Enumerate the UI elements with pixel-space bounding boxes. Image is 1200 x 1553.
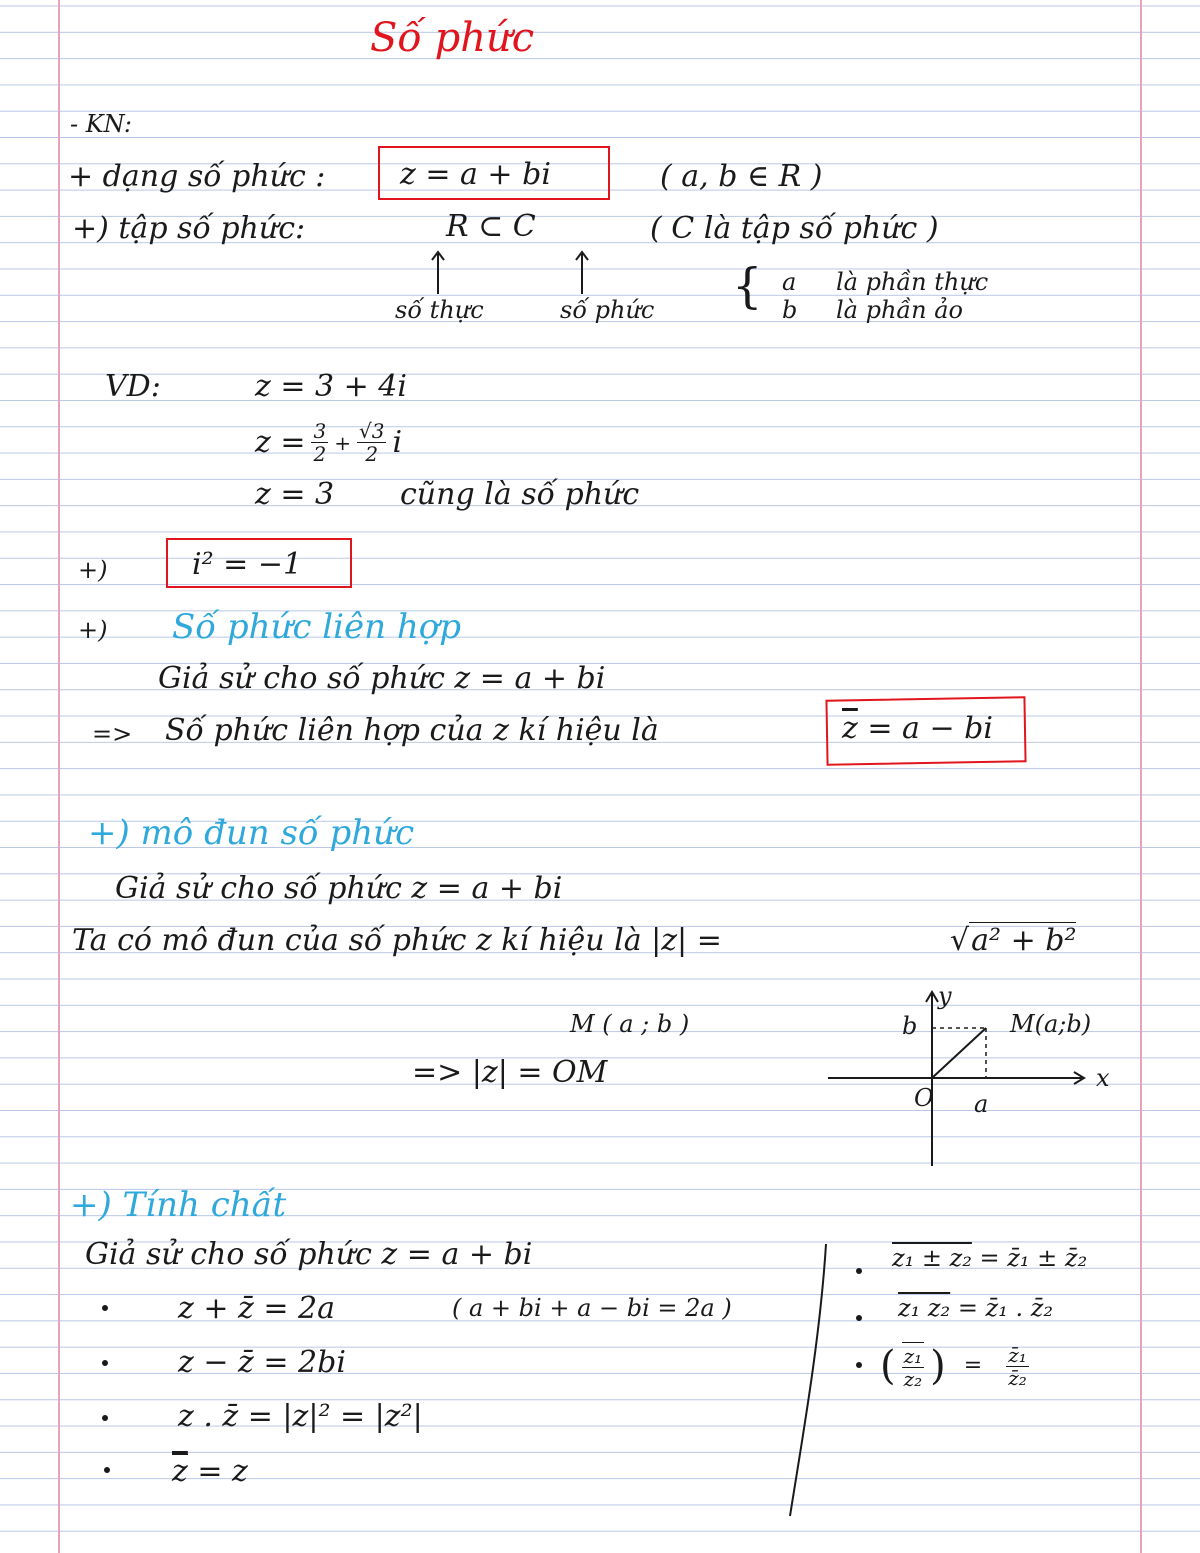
rule-3-rhs-num: z̄₁: [1008, 1342, 1027, 1367]
lien-hop-arrow: =>: [92, 720, 133, 748]
property-1: z + z̄ = 2a: [178, 1291, 336, 1326]
dang-formula: z = a + bi: [400, 157, 551, 192]
dang-condition: ( a, b ∈ R ): [660, 159, 823, 194]
tap-sets: R ⊂ C: [446, 209, 536, 244]
modun-sqrt-arg: a² + b²: [971, 923, 1077, 958]
rule-2-rhs: = z̄₁ . z̄₂: [957, 1294, 1053, 1322]
rule-3-rhs-den: z̄₂: [1008, 1365, 1027, 1390]
graph-label-m: M(a;b): [1010, 1010, 1092, 1038]
property-1-note: ( a + bi + a − bi = 2a ): [452, 1294, 732, 1322]
i2-formula: i² = −1: [192, 547, 303, 582]
rule-1-lhs: z₁ ± z₂: [892, 1244, 972, 1272]
brace-b-sym: b: [782, 296, 798, 324]
bullet: [102, 1415, 108, 1421]
ex2-num-1: 3: [313, 419, 327, 443]
tap-note: ( C là tập số phức ): [650, 211, 939, 246]
rule-2-lhs: z₁ z₂: [898, 1294, 951, 1322]
rule-3-den: z₂: [903, 1367, 923, 1391]
bullet: [102, 1305, 108, 1311]
left-brace: {: [732, 258, 763, 314]
modun-given: Giả sử cho số phức z = a + bi: [115, 871, 563, 906]
rule-3: ( $\frac{\text{z₁}}{\text{z₂}}$ ) = $\frac{\text{z̄₁}}{\text{z̄₂}}$: [880, 1342, 1027, 1391]
graph-label-x: x: [1096, 1064, 1110, 1092]
tinh-chat-given: Giả sử cho số phức z = a + bi: [85, 1237, 533, 1272]
vd-example-2: [255, 420, 402, 465]
modun-heading: +) mô đun số phức: [88, 813, 415, 853]
property-2: z − z̄ = 2bi: [178, 1345, 346, 1380]
ex2-den-1: 2: [313, 442, 327, 466]
label-so-phuc: số phức: [560, 296, 655, 324]
rule-1: [892, 1246, 1087, 1270]
property-4-rest: = z: [197, 1454, 248, 1489]
bullet: [102, 1360, 108, 1366]
dang-prefix: + dạng số phức :: [68, 159, 326, 194]
ex2-z: z =: [255, 424, 306, 460]
tap-prefix: +) tập số phức:: [72, 211, 306, 246]
graph-label-y: y: [938, 982, 952, 1010]
up-arrows: [420, 246, 620, 296]
lien-hop-heading: Số phức liên hợp: [172, 607, 462, 647]
ex2-plus: +: [334, 430, 351, 455]
lien-hop-given: Giả sử cho số phức z = a + bi: [158, 661, 606, 696]
modun-result: => |z| = OM: [412, 1055, 608, 1090]
tinh-chat-heading: +) Tính chất: [70, 1185, 287, 1225]
vd-label: VD:: [105, 369, 161, 404]
modulus-graph: [820, 980, 1120, 1170]
property-4: $\overline{z} = z$: [172, 1454, 248, 1489]
label-so-thuc: số thực: [395, 296, 484, 324]
section-divider: [780, 1240, 840, 1520]
page-title: Số phức: [370, 15, 535, 61]
ex2-i: i: [392, 424, 403, 460]
right-margin-line: [1140, 0, 1142, 1553]
graph-label-o: O: [914, 1084, 934, 1112]
rule-3-num: z₁: [903, 1344, 923, 1368]
left-margin-line: [58, 0, 60, 1553]
i2-mark: +): [78, 556, 108, 584]
bullet: [856, 1315, 862, 1321]
rule-2: [898, 1296, 1053, 1320]
modun-text: Ta có mô đun của số phức z kí hiệu là |z| =: [72, 923, 722, 958]
brace-b-text: là phần ảo: [836, 296, 963, 324]
lien-hop-formula-rest: = a − bi: [867, 711, 993, 746]
bullet: [856, 1362, 862, 1368]
brace-a-text: là phần thực: [836, 268, 989, 296]
lien-hop-mark: +): [78, 616, 108, 644]
ex2-num-2: √3: [358, 419, 385, 443]
vd-example-1: z = 3 + 4i: [255, 369, 407, 404]
bullet: [856, 1268, 862, 1274]
lien-hop-formula: [842, 711, 993, 746]
vd-example-3: z = 3: [255, 477, 335, 512]
rule-3-eq: =: [963, 1353, 983, 1378]
lien-hop-text: Số phức liên hợp của z kí hiệu là: [165, 713, 659, 748]
graph-label-b: b: [902, 1012, 918, 1040]
property-3: z . z̄ = |z|² = |z²|: [178, 1399, 423, 1434]
modun-point: M ( a ; b ): [570, 1010, 690, 1038]
vd-example-3-note: cũng là số phức: [400, 477, 640, 512]
graph-label-a: a: [974, 1090, 989, 1118]
rule-1-rhs: = z̄₁ ± z̄₂: [979, 1244, 1088, 1272]
ex2-den-2: 2: [365, 442, 379, 466]
kn-label: - KN:: [70, 110, 132, 138]
modun-sqrt: √a² + b²: [950, 923, 1077, 958]
z-bar: $\overline{z}$: [842, 711, 858, 746]
brace-a-sym: a: [782, 268, 797, 296]
bullet: [104, 1467, 110, 1473]
